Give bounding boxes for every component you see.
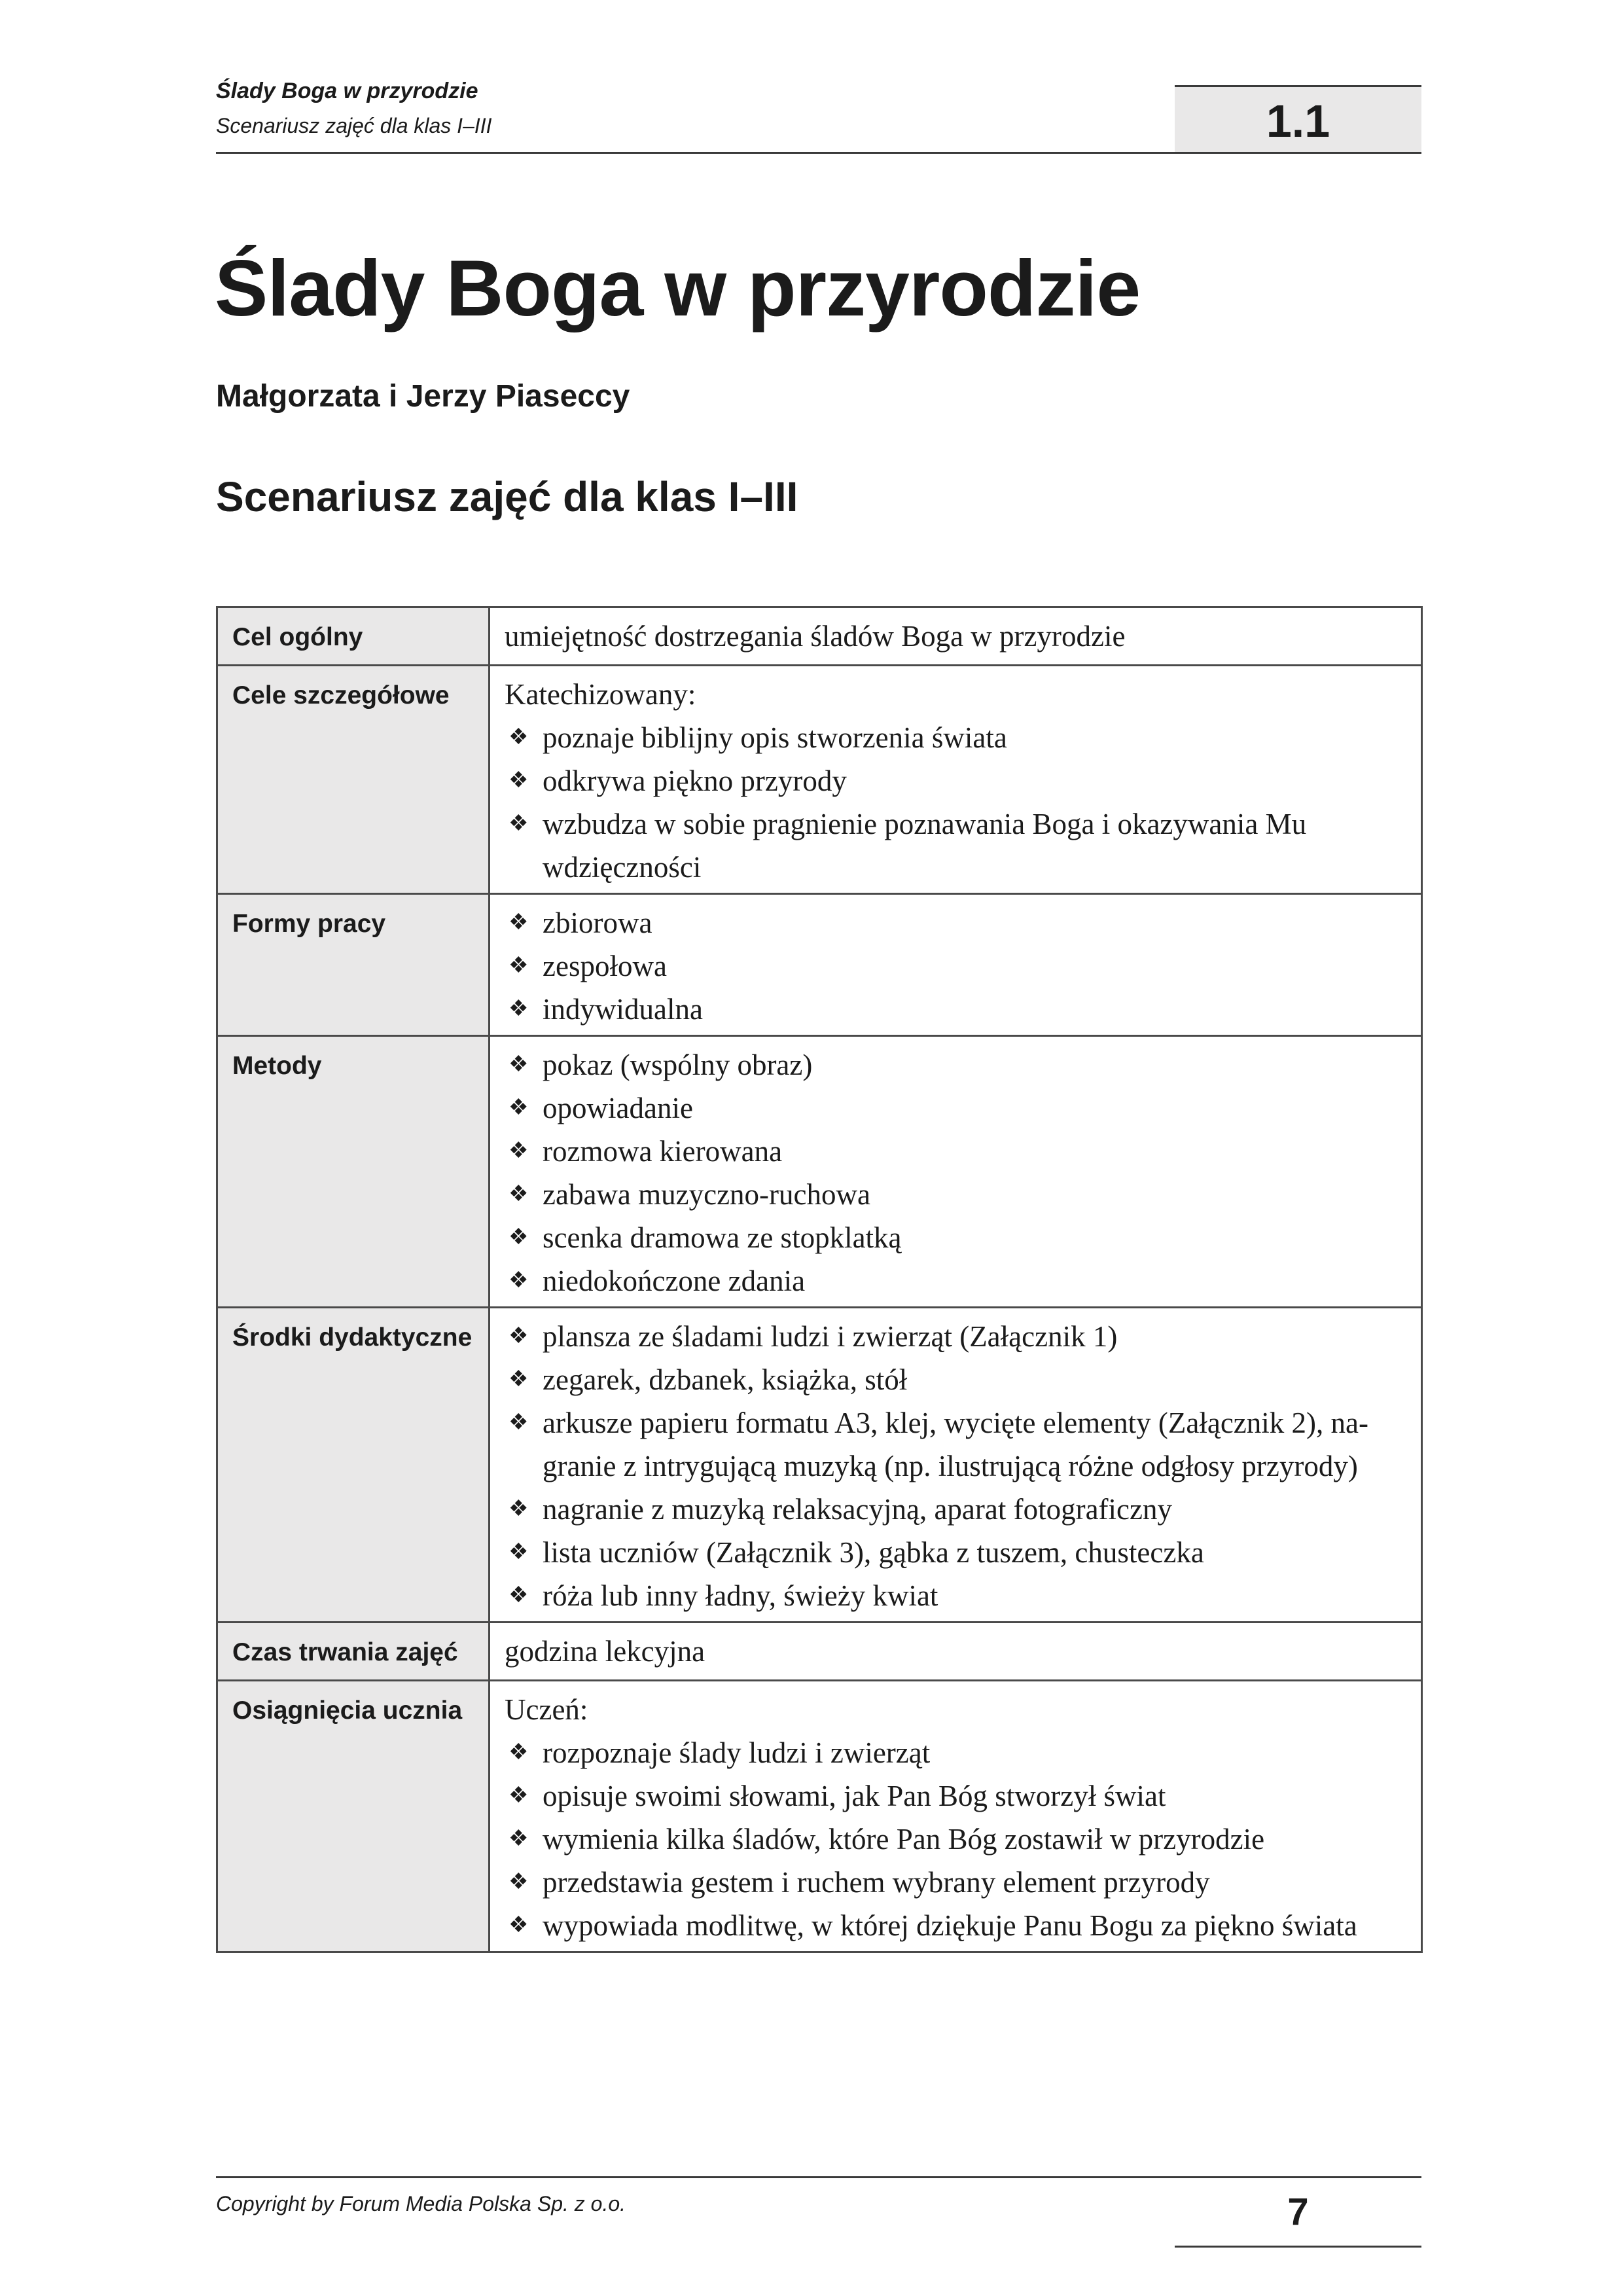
- list-item-text: zabawa muzyczno-ruchowa: [543, 1178, 870, 1211]
- list-item: [505, 1774, 1409, 1818]
- bullet-icon: ❖: [508, 1182, 529, 1206]
- bullet-icon: ❖: [508, 1225, 529, 1249]
- list-item-text: arkusze papieru formatu A3, klej, wycięte elementy (Załącznik 2), na-granie z intrygującą muzyką (np. ilustrującą różne odgłosy przyrody): [543, 1407, 1368, 1482]
- table-row: [217, 1681, 1422, 1952]
- copyright-notice: Copyright by Forum Media Polska Sp. z o.o.: [216, 2192, 626, 2215]
- bullet-icon: ❖: [508, 1740, 529, 1765]
- list-item-text: poznaje biblijny opis stworzenia świata: [543, 721, 1007, 754]
- authors: Małgorzata i Jerzy Piaseccy: [216, 379, 630, 414]
- list-item-text: róża lub inny ładny, świeży kwiat: [543, 1579, 938, 1612]
- bullet-icon: ❖: [508, 1096, 529, 1120]
- list-item-text: wymienia kilka śladów, które Pan Bóg zostawił w przyrodzie: [543, 1823, 1265, 1856]
- list-item-text: rozpoznaje ślady ludzi i zwierząt: [543, 1736, 931, 1769]
- bullet-icon: ❖: [508, 1139, 529, 1163]
- row-label: Metody: [217, 1036, 490, 1308]
- table-row: [217, 607, 1422, 666]
- list-item: [505, 944, 1409, 988]
- row-value: [490, 607, 1422, 666]
- list-item: [505, 1574, 1409, 1617]
- table-row: [217, 1308, 1422, 1623]
- list-item: [505, 901, 1409, 944]
- list-item-text: nagranie z muzyką relaksacyjną, aparat fotograficzny: [543, 1493, 1172, 1526]
- table-row: [217, 1623, 1422, 1681]
- bullet-icon: ❖: [508, 1324, 529, 1348]
- row-label: Cele szczegółowe: [217, 666, 490, 894]
- list-item-text: zegarek, dzbanek, książka, stół: [543, 1363, 908, 1396]
- row-label: Formy pracy: [217, 894, 490, 1036]
- row-value: [490, 894, 1422, 1036]
- table-row: [217, 666, 1422, 894]
- bullet-icon: ❖: [508, 1268, 529, 1293]
- row-value: [490, 1036, 1422, 1308]
- list-item: [505, 1818, 1409, 1861]
- list-item-text: zbiorowa: [543, 906, 652, 939]
- list-item: [505, 1259, 1409, 1302]
- row-intro: godzina lekcyjna: [505, 1635, 705, 1668]
- bullet-icon: ❖: [508, 1540, 529, 1564]
- running-header-subtitle: Scenariusz zajęć dla klas I–III: [216, 114, 492, 137]
- list-item: [505, 759, 1409, 802]
- list-item-text: opisuje swoimi słowami, jak Pan Bóg stworzył świat: [543, 1780, 1166, 1812]
- list-item: [505, 1315, 1409, 1358]
- bullet-list: [505, 1043, 1409, 1302]
- list-item: [505, 1531, 1409, 1574]
- list-item: [505, 1488, 1409, 1531]
- page-title: Ślady Boga w przyrodzie: [215, 243, 1141, 332]
- list-item-text: scenka dramowa ze stopklatką: [543, 1221, 902, 1254]
- row-value: [490, 1623, 1422, 1681]
- list-item: [505, 1216, 1409, 1259]
- list-item: [505, 1358, 1409, 1401]
- footer-rule: [216, 2176, 1421, 2178]
- list-item-text: opowiadanie: [543, 1092, 693, 1124]
- document-subtitle: Scenariusz zajęć dla klas I–III: [216, 473, 798, 520]
- bullet-list: [505, 716, 1409, 889]
- page-number: 7: [1175, 2183, 1421, 2248]
- list-item-text: zespołowa: [543, 950, 667, 982]
- list-item-text: lista uczniów (Załącznik 3), gąbka z tuszem, chusteczka: [543, 1536, 1204, 1569]
- row-value: [490, 666, 1422, 894]
- row-intro: Uczeń:: [505, 1693, 588, 1726]
- list-item-text: wzbudza w sobie pragnienie poznawania Boga i okazywania Mu wdzięczności: [543, 808, 1307, 884]
- list-item-text: odkrywa piękno przyrody: [543, 764, 847, 797]
- bullet-icon: ❖: [508, 910, 529, 935]
- page-footer: [216, 2176, 1421, 2250]
- row-intro: Katechizowany:: [505, 678, 696, 711]
- list-item-text: indywidualna: [543, 993, 703, 1026]
- bullet-icon: ❖: [508, 725, 529, 749]
- bullet-icon: ❖: [508, 1827, 529, 1851]
- row-intro: umiejętność dostrzegania śladów Boga w przyrodzie: [505, 620, 1126, 653]
- row-label: Cel ogólny: [217, 607, 490, 666]
- list-item: [505, 716, 1409, 759]
- list-item: [505, 1130, 1409, 1173]
- bullet-icon: ❖: [508, 1052, 529, 1077]
- bullet-icon: ❖: [508, 1410, 529, 1435]
- chapter-number: 1.1: [1175, 85, 1421, 154]
- table-row: [217, 894, 1422, 1036]
- bullet-list: [505, 901, 1409, 1031]
- list-item: [505, 1173, 1409, 1216]
- list-item: [505, 1401, 1409, 1488]
- list-item-text: plansza ze śladami ludzi i zwierząt (Załącznik 1): [543, 1320, 1118, 1353]
- row-label: Środki dydaktyczne: [217, 1308, 490, 1623]
- running-header-title: Ślady Boga w przyrodzie: [216, 79, 478, 103]
- list-item: [505, 1861, 1409, 1904]
- list-item: [505, 802, 1409, 889]
- list-item: [505, 1731, 1409, 1774]
- bullet-icon: ❖: [508, 954, 529, 978]
- row-value: [490, 1308, 1422, 1623]
- list-item-text: pokaz (wspólny obraz): [543, 1049, 813, 1081]
- header-rule: [216, 152, 1421, 154]
- list-item-text: wypowiada modlitwę, w której dziękuje Panu Bogu za piękno świata: [543, 1909, 1357, 1942]
- list-item-text: niedokończone zdania: [543, 1265, 806, 1297]
- bullet-icon: ❖: [508, 1367, 529, 1391]
- list-item: [505, 1086, 1409, 1130]
- bullet-icon: ❖: [508, 768, 529, 793]
- list-item-text: przedstawia gestem i ruchem wybrany element przyrody: [543, 1866, 1210, 1899]
- bullet-icon: ❖: [508, 812, 529, 836]
- bullet-icon: ❖: [508, 1913, 529, 1937]
- row-label: Osiągnięcia ucznia: [217, 1681, 490, 1952]
- bullet-icon: ❖: [508, 1870, 529, 1894]
- scenario-table: [216, 606, 1423, 1953]
- bullet-icon: ❖: [508, 997, 529, 1021]
- list-item: [505, 988, 1409, 1031]
- list-item-text: rozmowa kierowana: [543, 1135, 783, 1168]
- bullet-list: [505, 1315, 1409, 1617]
- bullet-icon: ❖: [508, 1784, 529, 1808]
- table-row: [217, 1036, 1422, 1308]
- bullet-list: [505, 1731, 1409, 1947]
- bullet-icon: ❖: [508, 1583, 529, 1607]
- running-header: [216, 79, 1421, 154]
- list-item: [505, 1043, 1409, 1086]
- bullet-icon: ❖: [508, 1497, 529, 1521]
- row-label: Czas trwania zajęć: [217, 1623, 490, 1681]
- row-value: [490, 1681, 1422, 1952]
- list-item: [505, 1904, 1409, 1947]
